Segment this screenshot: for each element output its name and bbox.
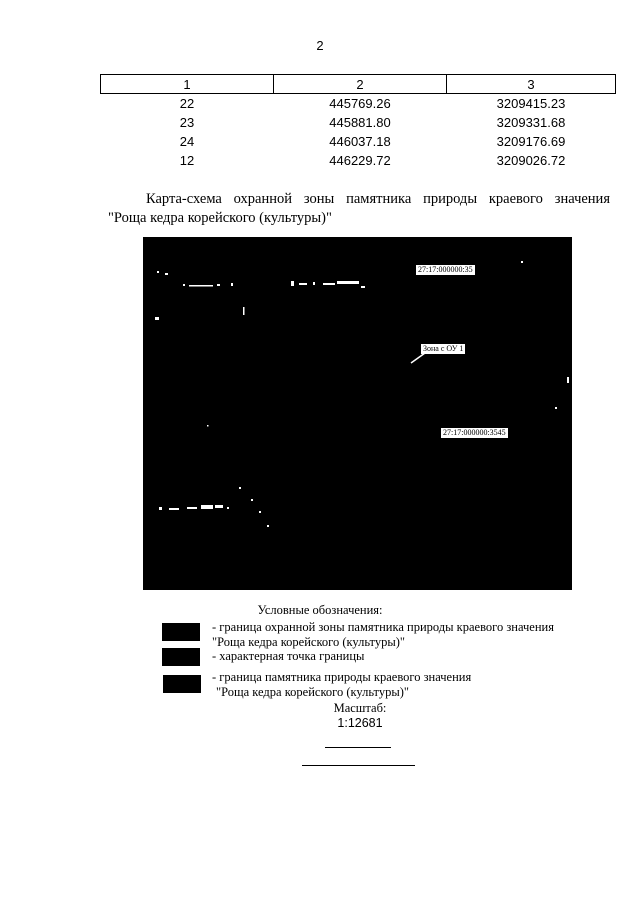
- legend-item-1-line-1: - граница охранной зоны памятника природы краевого значения: [212, 620, 554, 634]
- table-cell: 22: [179, 96, 195, 111]
- table-cell: 446229.72: [329, 153, 391, 168]
- table-cell: 23: [179, 115, 195, 130]
- map-specks: [143, 237, 572, 590]
- table-cell: 446037.18: [329, 134, 391, 149]
- map-label-cadastral-1: 27:17:000000:35: [418, 265, 473, 274]
- legend-swatch-protection-zone: [162, 623, 200, 641]
- table-row: [101, 132, 616, 151]
- legend-swatch-monument-boundary: [163, 675, 201, 693]
- table-cell: 12: [179, 153, 195, 168]
- legend-item-1: [212, 620, 554, 650]
- map-scheme-image: [143, 237, 572, 590]
- page-number: 2: [316, 38, 324, 53]
- short-rule: [325, 747, 391, 748]
- long-rule: [302, 765, 415, 766]
- map-title-line-1: Карта-схема охранной зоны памятника природы краевого значения: [146, 191, 610, 207]
- map-label-cadastral-2: 27:17:000000:3545: [443, 428, 506, 437]
- legend-item-2: - характерная точка границы: [212, 649, 365, 663]
- scale-label: Масштаб:: [333, 701, 387, 715]
- legend-item-3-line-1: - граница памятника природы краевого значения: [212, 670, 472, 684]
- legend-item-1-line-2: "Роща кедра корейского (культуры)": [212, 635, 406, 649]
- table-cell: 445881.80: [329, 115, 391, 130]
- table-header-cell: 3: [447, 75, 616, 94]
- map-title: [108, 190, 610, 228]
- table-cell: 24: [179, 134, 195, 149]
- table-row: [101, 94, 616, 114]
- map-label-zone: Зона с ОУ 1: [423, 344, 464, 353]
- table-cell: 445769.26: [329, 96, 391, 111]
- table-cell: 3209026.72: [496, 153, 566, 168]
- table-cell: 3209176.69: [496, 134, 566, 149]
- table-cell: 3209415.23: [496, 96, 566, 111]
- legend-item-3: [212, 670, 471, 700]
- table-cell: 3209331.68: [496, 115, 566, 130]
- legend-title: Условные обозначения:: [257, 603, 383, 617]
- scale-value: 1:12681: [337, 716, 383, 730]
- table-row: [101, 113, 616, 132]
- map-title-line-2: "Роща кедра корейского (культуры)": [108, 210, 332, 226]
- coordinates-table: [100, 74, 616, 170]
- legend-item-3-line-2: "Роща кедра корейского (культуры)": [216, 685, 410, 699]
- table-header-row: [101, 75, 616, 94]
- table-header-cell: 2: [274, 75, 447, 94]
- table-header-cell: 1: [101, 75, 274, 94]
- table-row: [101, 151, 616, 170]
- legend-swatch-boundary-point: [162, 648, 200, 666]
